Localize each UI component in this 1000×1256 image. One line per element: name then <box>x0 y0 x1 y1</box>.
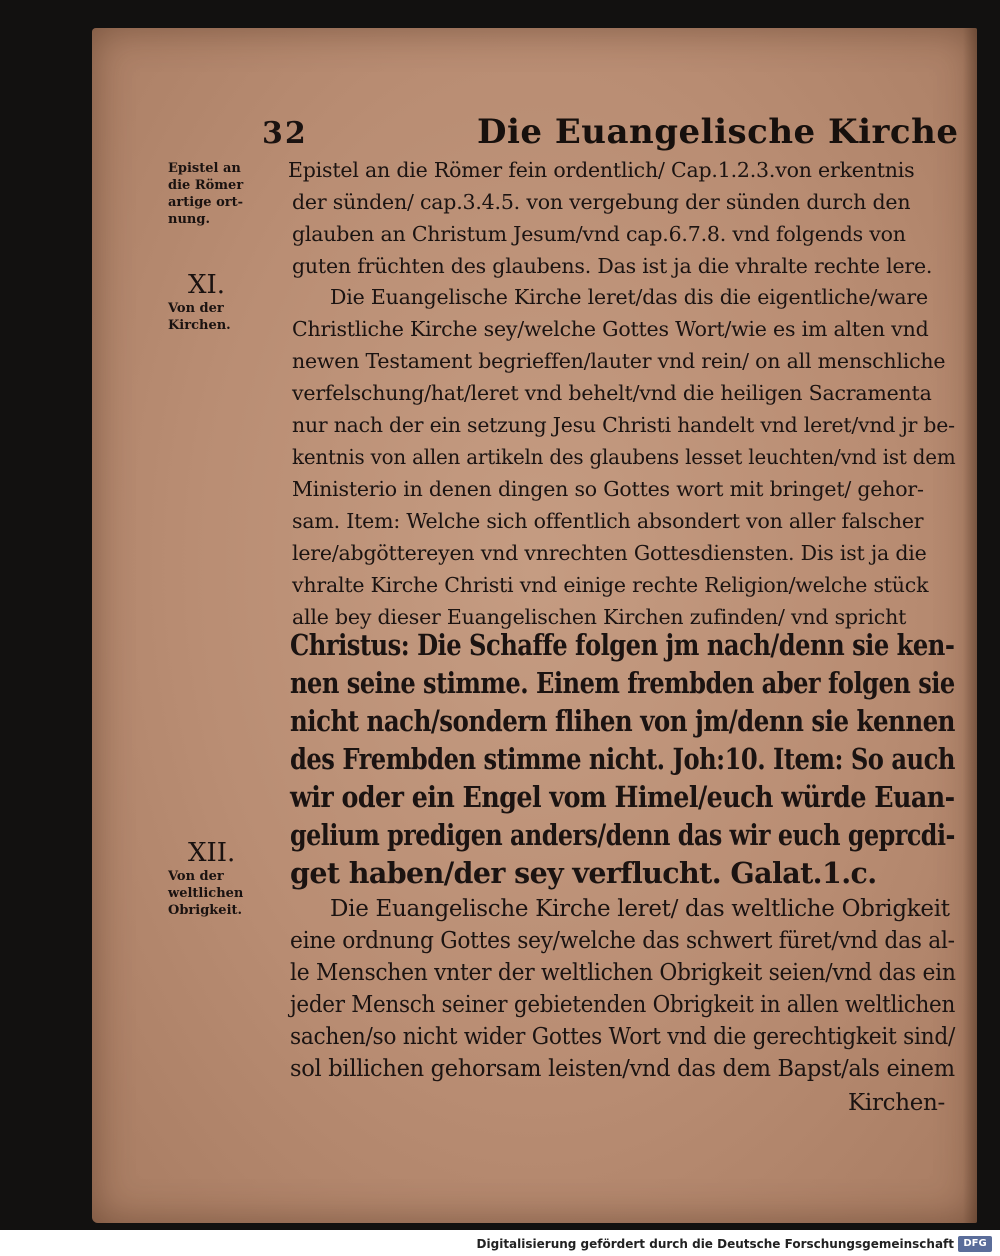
text-line: lere/abgöttereyen vnd vnrechten Gottesdiensten. Dis ist ja die <box>292 541 927 565</box>
margin-note-line: Epistel an <box>168 161 241 176</box>
text-line: guten früchten des glaubens. Das ist ja die vhralte rechte lere. <box>292 254 933 278</box>
text-line: gelium predigen anders/denn das wir euch geprcdi- <box>290 818 955 852</box>
margin-note-line: die Römer <box>168 178 244 193</box>
text-line: des Frembden stimme nicht. Joh:10. Item: So auch <box>290 742 955 776</box>
text-line: wir oder ein Engel vom Himel/euch würde Euan- <box>290 780 955 814</box>
text-line: nicht nach/sondern flihen von jm/denn sie kennen <box>290 704 955 738</box>
text-line: nen seine stimme. Einem frembden aber folgen sie <box>290 666 955 700</box>
margin-note-line: weltlichen <box>168 886 244 901</box>
margin-note-line: Von der <box>168 301 224 316</box>
text-line: kentnis von allen artikeln des glaubens lesset leuchten/vnd ist dem <box>292 445 956 469</box>
running-title: Die Euangelische Kirche <box>477 112 959 152</box>
text-line: Die Euangelische Kirche leret/das dis die eigentliche/ware <box>330 285 928 309</box>
margin-note-line: artige ort- <box>168 195 244 210</box>
margin-note-kirchen <box>168 270 286 334</box>
text-line: glauben an Christum Jesum/vnd cap.6.7.8. vnd folgends von <box>292 222 906 246</box>
footer-bar <box>0 1230 1000 1256</box>
text-line: alle bey dieser Euangelischen Kirchen zufinden/ vnd spricht <box>292 605 907 629</box>
text-line: Christliche Kirche sey/welche Gottes Wort/wie es im alten vnd <box>292 317 929 341</box>
text-line: sam. Item: Welche sich offentlich absondert von aller falscher <box>292 509 924 533</box>
section-number: XII. <box>188 838 236 868</box>
section-number: XI. <box>188 270 226 300</box>
margin-note-line: Obrigkeit. <box>168 903 243 918</box>
dfg-logo-icon: DFG <box>958 1236 992 1252</box>
text-line: newen Testament begrieffen/lauter vnd rein/ on all menschliche <box>292 349 946 373</box>
text-line: sachen/so nicht wider Gottes Wort vnd die gerechtigkeit sind/ <box>290 1024 956 1050</box>
margin-note-line: Von der <box>168 869 224 884</box>
page-header <box>262 112 959 156</box>
text-line: get haben/der sey verflucht. Galat.1.c. <box>290 856 877 890</box>
page-number: 32 <box>262 116 308 151</box>
margin-note-epistel <box>168 160 286 228</box>
text-line: eine ordnung Gottes sey/welche das schwert füret/vnd das al- <box>290 928 955 954</box>
text-line: Die Euangelische Kirche leret/ das weltliche Obrigkeit <box>330 896 950 922</box>
page-edge-shadow <box>963 28 977 1223</box>
margin-note-obrigkeit <box>168 838 286 919</box>
margin-note-line: Kirchen. <box>168 318 231 333</box>
text-line: Epistel an die Römer fein ordentlich/ Cap.1.2.3.von erkentnis <box>288 158 915 182</box>
text-line: nur nach der ein setzung Jesu Christi handelt vnd leret/vnd jr be- <box>292 413 955 437</box>
catchword: Kirchen- <box>848 1090 946 1116</box>
text-line: Ministerio in denen dingen so Gottes wort mit bringet/ gehor- <box>292 477 924 501</box>
text-line: der sünden/ cap.3.4.5. von vergebung der sünden durch den <box>292 190 911 214</box>
funding-credit: Digitalisierung gefördert durch die Deutsche Forschungsgemeinschaft <box>476 1237 954 1251</box>
margin-note-line: nung. <box>168 212 210 227</box>
text-line: jeder Mensch seiner gebietenden Obrigkeit in allen weltlichen <box>290 992 956 1018</box>
text-line: Christus: Die Schaffe folgen jm nach/denn sie ken- <box>290 628 955 662</box>
text-line: vhralte Kirche Christi vnd einige rechte Religion/welche stück <box>292 573 929 597</box>
text-line: le Menschen vnter der weltlichen Obrigkeit seien/vnd das ein <box>290 960 956 986</box>
text-line: verfelschung/hat/leret vnd behelt/vnd die heiligen Sacramenta <box>292 381 932 405</box>
text-line: sol billichen gehorsam leisten/vnd das dem Bapst/als einem <box>290 1056 955 1082</box>
